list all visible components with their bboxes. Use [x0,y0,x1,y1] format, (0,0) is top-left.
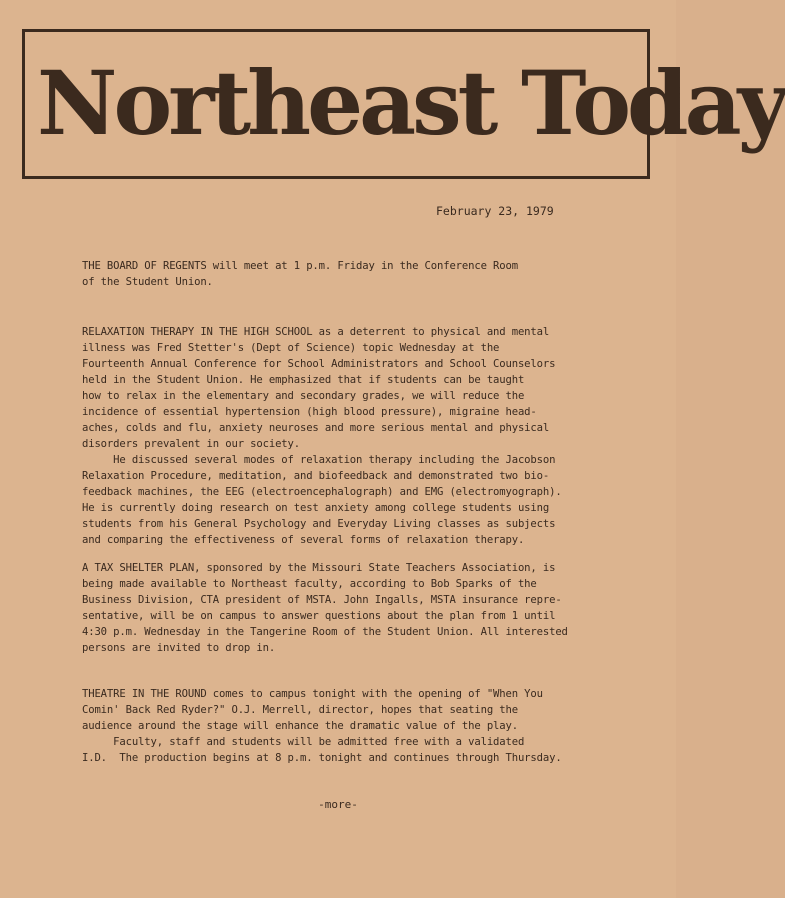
article-board-of-regents: THE BOARD OF REGENTS will meet at 1 p.m. Friday in the Conference Room of the Student Union. [82,260,518,288]
article-relaxation-therapy: RELAXATION THERAPY IN THE HIGH SCHOOL as a deterrent to physical and mental illness was Fred Stetter's (Dept of Science) topic Wednesday at the Fourteenth Annual Conference for School Administrators and School Counselors held in the Student Union. He emphasized that if students can be taught how to relax in the elementary and secondary grades, we will reduce the incidence of essential hypertension (high blood pressure), migraine head- aches, colds and flu, anxiety neuroses and more serious mental and physical disorders prevalent in our society. He discussed several modes of relaxation therapy including the Jacobson Relaxation Procedure, meditation, and biofeedback and demonstrated two bio- feedback machines, the EEG (electroencephalograph) and EMG (electromyograph). He is currently doing research on test anxiety among college students using students from his General Psychology and Everyday Living classes as subjects and comparing the effectiveness of several forms of relaxation therapy. [82,326,562,546]
issue-date: February 23, 1979 [436,204,554,218]
continued-marker: -more- [318,798,358,811]
masthead-title: Northeast Today [37,51,785,155]
masthead-box [22,29,785,179]
article-tax-shelter-plan: A TAX SHELTER PLAN, sponsored by the Missouri State Teachers Association, is being made available to Northeast faculty, according to Bob Sparks of the Business Division, CTA president of MSTA. John Ingalls, MSTA insurance repre- sentative, will be on campus to answer questions about the plan from 1 until 4:30 p.m. Wednesday in the Tangerine Room of the Student Union. All interested persons are invited to drop in. [82,562,568,654]
article-theatre-in-the-round: THEATRE IN THE ROUND comes to campus tonight with the opening of "When You Comin' Back Red Ryder?" O.J. Merrell, director, hopes that seating the audience around the stage will enhance the dramatic value of the play. Faculty, staff and students will be admitted free with a validated I.D. The production begins at 8 p.m. tonight and continues through Thursday. [82,688,562,764]
